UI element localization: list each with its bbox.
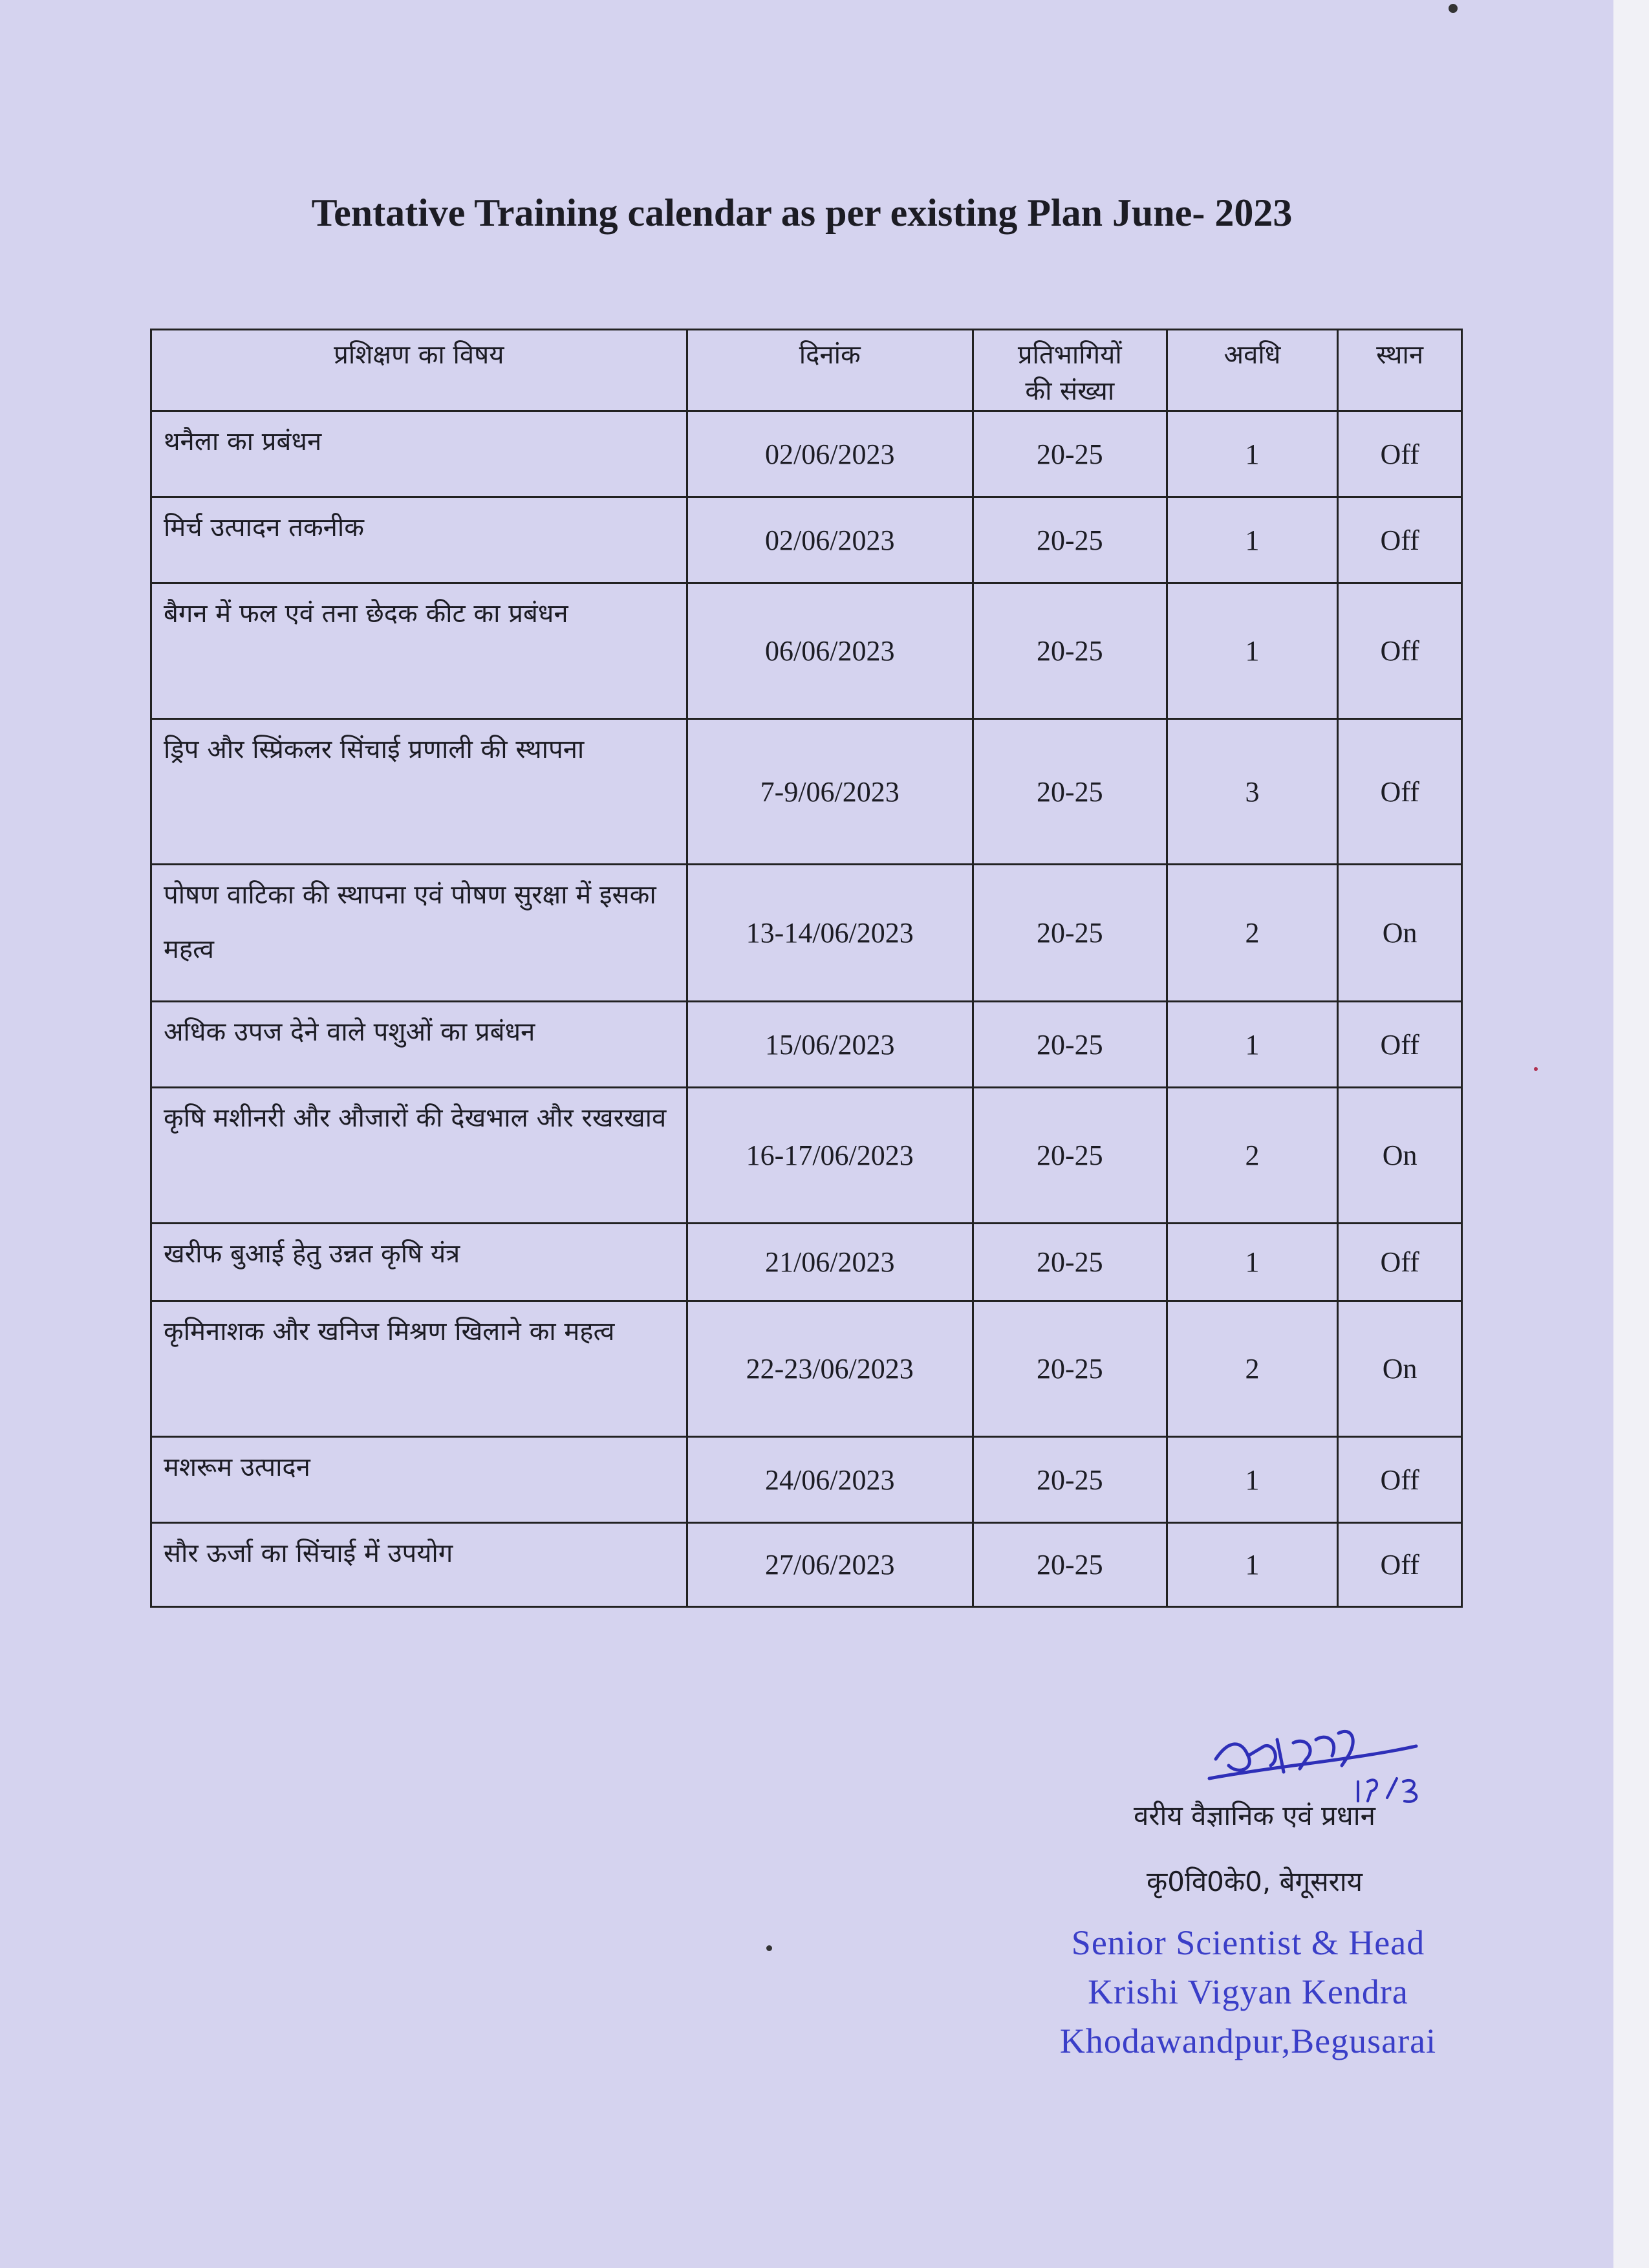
table-row [151, 1088, 1462, 1224]
stamp-line: Senior Scientist & Head [1071, 1923, 1425, 1962]
row-venue: Off [1338, 1437, 1462, 1523]
row-date: 15/06/2023 [687, 1002, 973, 1088]
row-participants: 20-25 [973, 1437, 1167, 1523]
row-participants: 20-25 [973, 411, 1167, 497]
row-date: 02/06/2023 [687, 497, 973, 583]
row-venue: Off [1338, 411, 1462, 497]
row-date: 13-14/06/2023 [687, 865, 973, 1002]
table-row [151, 1523, 1462, 1607]
row-participants: 20-25 [973, 1224, 1167, 1301]
row-participants: 20-25 [973, 1301, 1167, 1437]
table-header-row [151, 330, 1462, 411]
row-date: 02/06/2023 [687, 411, 973, 497]
row-participants: 20-25 [973, 1002, 1167, 1088]
scan-speck [1534, 1067, 1538, 1071]
row-participants: 20-25 [973, 865, 1167, 1002]
table-row [151, 865, 1462, 1002]
row-duration: 1 [1167, 411, 1338, 497]
row-duration: 1 [1167, 497, 1338, 583]
row-duration: 2 [1167, 1301, 1338, 1437]
row-participants: 20-25 [973, 1088, 1167, 1224]
row-duration: 1 [1167, 583, 1338, 719]
table-row [151, 719, 1462, 865]
signatory-designation: वरीय वैज्ञानिक एवं प्रधान [1134, 1800, 1375, 1831]
signatory-organization: कृ0वि0के0, बेगूसराय [1146, 1866, 1363, 1897]
row-duration: 3 [1167, 719, 1338, 865]
row-subject: मिर्च उत्पादन तकनीक [151, 497, 687, 583]
header-date: दिनांक [687, 330, 973, 411]
official-stamp [996, 1918, 1500, 2066]
table-row [151, 1002, 1462, 1088]
table-row [151, 1301, 1462, 1437]
row-subject: अधिक उपज देने वाले पशुओं का प्रबंधन [151, 1002, 687, 1088]
row-venue: Off [1338, 719, 1462, 865]
stamp-line: Krishi Vigyan Kendra [1088, 1972, 1408, 2011]
header-venue: स्थान [1338, 330, 1462, 411]
row-subject: कृमिनाशक और खनिज मिश्रण खिलाने का महत्व [151, 1301, 687, 1437]
row-participants: 20-25 [973, 497, 1167, 583]
row-subject: पोषण वाटिका की स्थापना एवं पोषण सुरक्षा में इसका महत्व [151, 865, 687, 1002]
row-participants: 20-25 [973, 583, 1167, 719]
row-venue: Off [1338, 1523, 1462, 1607]
stamp-line: Khodawandpur,Begusarai [1059, 2022, 1437, 2060]
row-venue: Off [1338, 1002, 1462, 1088]
row-participants: 20-25 [973, 719, 1167, 865]
header-subject: प्रशिक्षण का विषय [151, 330, 687, 411]
row-venue: On [1338, 1088, 1462, 1224]
row-date: 16-17/06/2023 [687, 1088, 973, 1224]
row-subject: सौर ऊर्जा का सिंचाई में उपयोग [151, 1523, 687, 1607]
table-row [151, 497, 1462, 583]
header-participants-line1: प्रतिभागियों [1017, 340, 1122, 370]
row-duration: 2 [1167, 1088, 1338, 1224]
row-duration: 1 [1167, 1523, 1338, 1607]
training-calendar-table [150, 329, 1463, 1608]
row-duration: 1 [1167, 1002, 1338, 1088]
row-venue: Off [1338, 497, 1462, 583]
row-venue: Off [1338, 583, 1462, 719]
row-date: 21/06/2023 [687, 1224, 973, 1301]
scan-speck [1449, 4, 1458, 13]
row-date: 06/06/2023 [687, 583, 973, 719]
header-participants [973, 330, 1167, 411]
document-title: Tentative Training calendar as per existing Plan June- 2023 [311, 191, 1293, 234]
row-subject: थनैला का प्रबंधन [151, 411, 687, 497]
row-venue: On [1338, 865, 1462, 1002]
row-subject: मशरूम उत्पादन [151, 1437, 687, 1523]
row-subject: ड्रिप और स्प्रिंकलर सिंचाई प्रणाली की स्थापना [151, 719, 687, 865]
table-row [151, 1224, 1462, 1301]
row-subject: कृषि मशीनरी और औजारों की देखभाल और रखरखाव [151, 1088, 687, 1224]
scan-speck [766, 1945, 772, 1951]
row-venue: On [1338, 1301, 1462, 1437]
row-venue: Off [1338, 1224, 1462, 1301]
row-duration: 1 [1167, 1224, 1338, 1301]
row-date: 7-9/06/2023 [687, 719, 973, 865]
row-date: 27/06/2023 [687, 1523, 973, 1607]
header-participants-line2: की संख्या [1025, 376, 1115, 406]
table-row [151, 1437, 1462, 1523]
header-duration: अवधि [1167, 330, 1338, 411]
row-subject: बैगन में फल एवं तना छेदक कीट का प्रबंधन [151, 583, 687, 719]
row-date: 24/06/2023 [687, 1437, 973, 1523]
row-duration: 1 [1167, 1437, 1338, 1523]
row-participants: 20-25 [973, 1523, 1167, 1607]
row-subject: खरीफ बुआई हेतु उन्नत कृषि यंत्र [151, 1224, 687, 1301]
table-row [151, 411, 1462, 497]
row-date: 22-23/06/2023 [687, 1301, 973, 1437]
row-duration: 2 [1167, 865, 1338, 1002]
page-edge [1613, 0, 1649, 2268]
table-row [151, 583, 1462, 719]
